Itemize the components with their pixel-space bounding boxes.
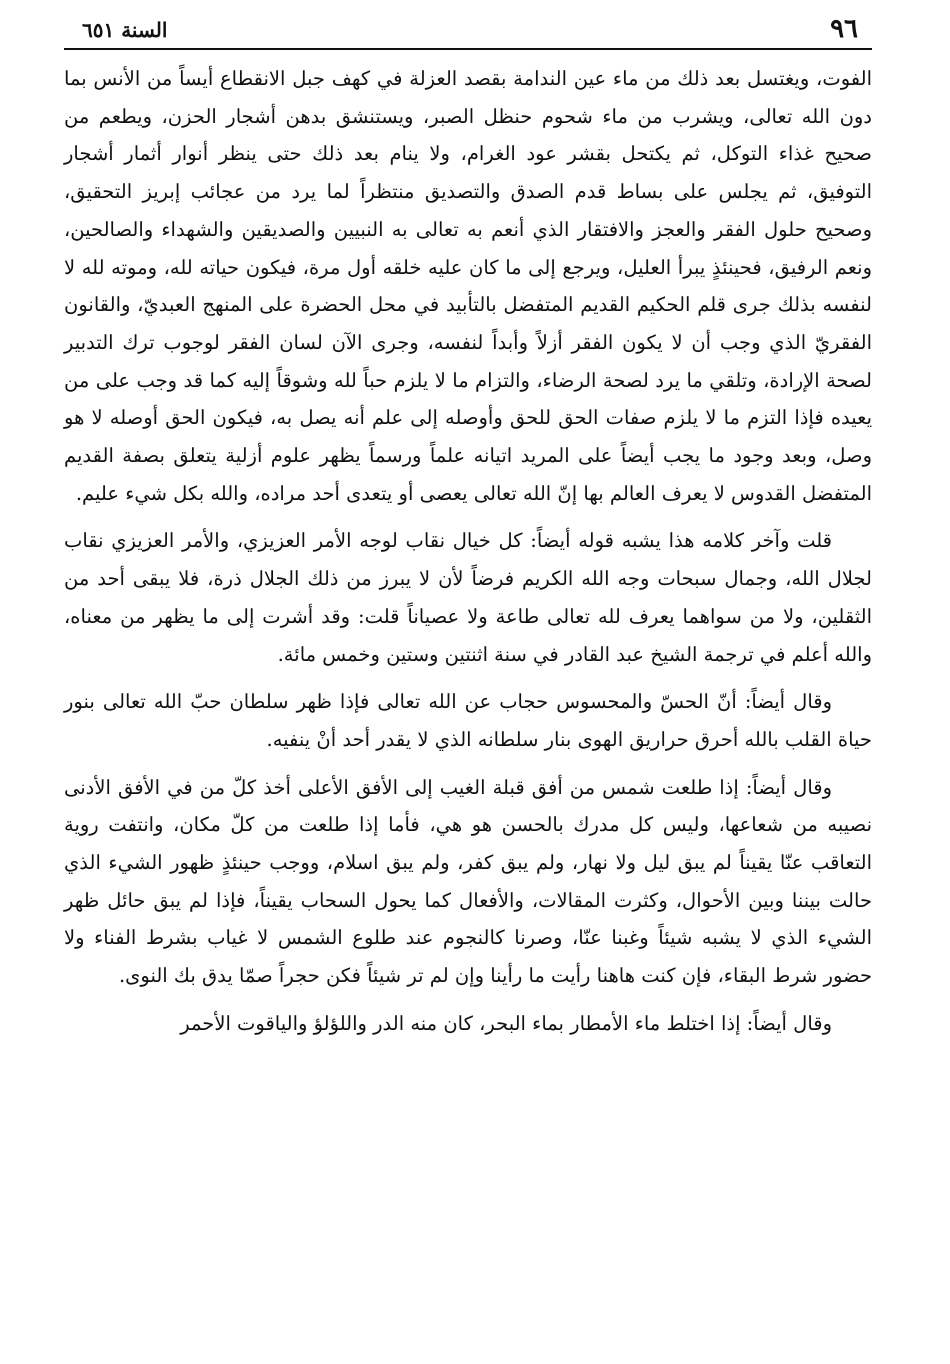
page-header: [64, 16, 872, 50]
paragraph: قلت وآخر كلامه هذا يشبه قوله أيضاً: كل خيال نقاب لوجه الأمر العزيزي، والأمر العزيزي نقاب لجلال الله، وجمال سبحات وجه الله الكريم فرضاً لأن لا يبرز من ذلك الجلال ذرة، فلا يبقى أحد من الثقلين، ولا من سواهما يعرف لله تعالى طاعة ولا عصياناً قلت: وقد أشرت إلى ما يظهر من معناه، والله أعلم في ترجمة الشيخ عبد القادر في سنة اثنتين وستين وخمس مائة.: [64, 529, 872, 666]
running-head-year: السنة ٦٥١: [82, 18, 168, 42]
page-body: [64, 60, 872, 1043]
paragraph: وقال أيضاً: إذا اختلط ماء الأمطار بماء البحر، كان منه الدر واللؤلؤ والياقوت الأحمر: [180, 1011, 832, 1035]
page-number: ٩٦: [830, 14, 858, 44]
paragraph: وقال أيضاً: أنّ الحسّ والمحسوس حجاب عن الله تعالى فإذا ظهر سلطان حبّ الله تعالى بنور حياة القلب بالله أحرق حراريق الهوى بنار سلطانه الذي لا يقدر أحد أنْ ينفيه.: [64, 690, 872, 751]
paragraph: وقال أيضاً: إذا طلعت شمس من أفق قبلة الغيب إلى الأفق الأعلى أخذ كلّ من في الأفق الأدنى نصيبه من شعاعها، وليس كل مدرك بالحسن هو هي، فأما إذا طلعت من كلّ مكان، وانتفت روية التعاقب عنّا يقيناً لم يبق ليل ولا نهار، ولم يبق كفر، ولم يبق اسلام، ووجب حينئذٍ ظهور الشيء الذي حالت بيننا وبين الأحوال، وكثرت المقالات، والأفعال كما يحول السحاب يقيناً، فإذا لم يبق حائل ظهر الشيء الذي لا يشبه شيئاً وغبنا عنّا، وصرنا كالنجوم عند طلوع الشمس لا غياب بشرط الفناء ولا حضور شرط البقاء، فإن كنت هاهنا رأيت ما رأينا وإن لم تر شيئاً فكن حجراً صمّا يدق بك النوى.: [64, 775, 872, 988]
paragraph: الفوت، ويغتسل بعد ذلك من ماء عين الندامة بقصد العزلة في كهف جبل الانقطاع أيساً من الأنس بما دون الله تعالى، ويشرب من ماء شحوم حنظل الصبر، ويستنشق بدهن أشجار الحزن، ويطعم من صحيح غذاء التوكل، ثم يكتحل بقشر عود الغرام، ولا ينام بعد ذلك حتى ينظر أنوار أثمار أشجار التوفيق، ثم يجلس على بساط قدم الصدق والتصديق منتظراً لما يرد من عجائب إبريز التحقيق، وصحيح حلول الفقر والعجز والافتقار الذي أنعم به تعالى به النبيين والصديقين والشهداء والصالحين، ونعم الرفيق، فحينئذٍ يبرأ العليل، ويرجع إلى ما كان عليه خلقه أول مرة، فيكون حياته لله، وموته لله لا لنفسه بذلك جرى قلم الحكيم القديم المتفضل بالتأبيد في محل الحضرة على المنهج العبديّ، والقانون الفقريّ الذي وجب أن لا يكون الفقر أزلاً وأبداً لنفسه، وجرى الآن لسان الفقر لوجوب ترك التدبير لصحة الإرادة، وتلقي ما يرد لصحة الرضاء، والتزام ما لا يلزم حباً لله وشوقاً إليه كما قد وجب على من يعيده فإذا التزم ما لا يلزم صفات الحق للحق وأوصله إلى علم أنه يصل به، فيكون الحق أوصله لا هو وصل، وبعد وجود ما يجب أيضاً على المريد اتيانه علماً ورسماً يظهر علوم أزلية يتعلق بصفة القديم المتفضل القدوس لا يعرف العالم بها إنّ الله تعالى يعصى أو يتعدى أحد مراده، والله بكل شيء عليم.: [64, 67, 872, 505]
